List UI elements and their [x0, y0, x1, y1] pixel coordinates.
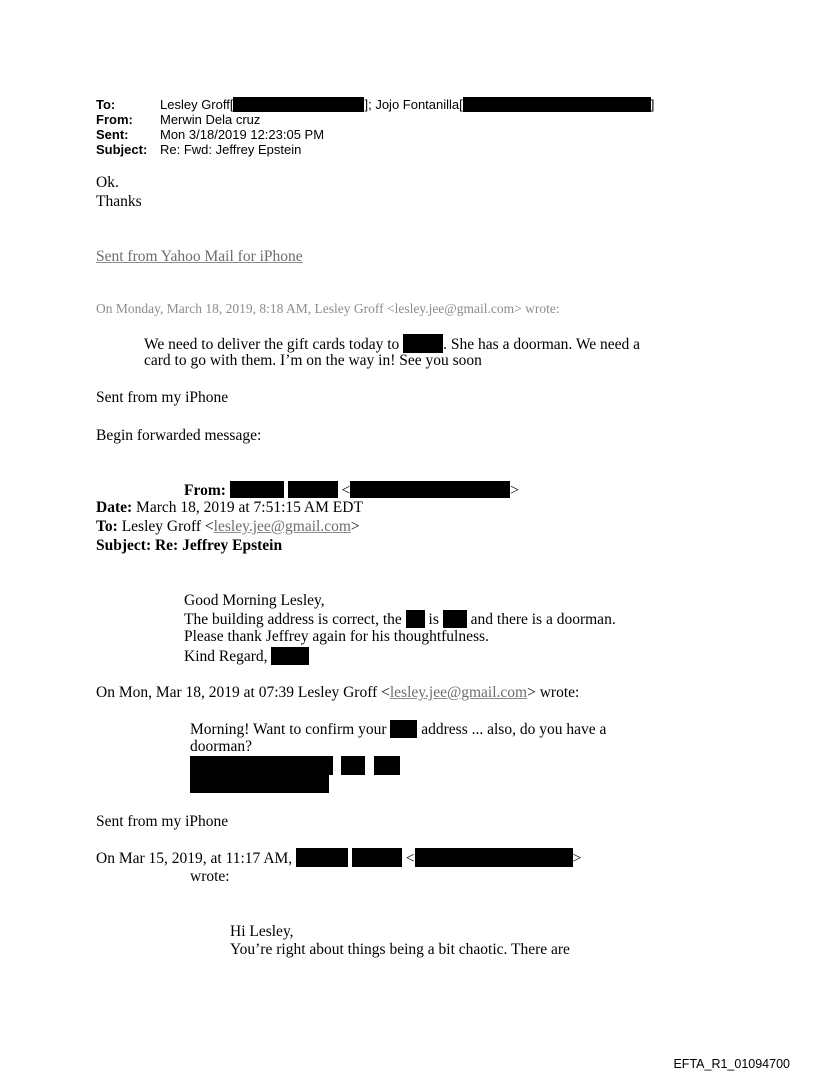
quote2-body-text: address ... also, do you have a — [421, 721, 607, 738]
redaction-block — [271, 647, 309, 665]
header-to-name: Lesley Groff — [160, 97, 230, 112]
message2-text: is — [428, 611, 439, 628]
message2-greeting: Good Morning Lesley, — [184, 592, 325, 609]
redaction-block — [190, 756, 333, 775]
redaction-block — [296, 848, 348, 867]
document-id: EFTA_R1_01094700 — [673, 1057, 790, 1071]
redaction-block — [190, 775, 329, 793]
message2-text: The building address is correct, the — [184, 611, 402, 628]
redacted-signature-block — [190, 756, 402, 794]
reply-line-thanks: Thanks — [96, 193, 142, 210]
quote3-gt: > — [572, 850, 582, 867]
header-to-value: Lesley Groff[ ]; Jojo Fontanilla[ ] — [160, 97, 655, 112]
yahoo-mail-signature-link[interactable]: Sent from Yahoo Mail for iPhone — [96, 248, 303, 265]
quote2-signature: Sent from my iPhone — [96, 813, 229, 830]
quote1-body-line2: card to go with them. I’m on the way in! See you soon — [144, 352, 482, 369]
header-sent-value: Mon 3/18/2019 12:23:05 PM — [160, 127, 325, 142]
redaction-block — [233, 97, 364, 112]
message2-line3: Please thank Jeffrey again for his thoughtfulness. — [184, 628, 489, 645]
redaction-block — [390, 720, 417, 738]
quote2-email-link[interactable]: lesley.jee@gmail.com — [389, 684, 528, 701]
forwarded-date-row — [96, 499, 363, 517]
forwarded-from-label: From: — [184, 482, 226, 499]
quote2-body-text: Morning! Want to confirm your — [190, 721, 387, 738]
message2-text: and there is a doorman. — [470, 611, 616, 628]
forwarded-to-row — [96, 518, 360, 536]
quote1-attribution: On Monday, March 18, 2019, 8:18 AM, Lesley Groff <lesley.jee@gmail.com> wrote: — [96, 301, 560, 316]
forwarded-to-name: Lesley Groff < — [121, 518, 214, 535]
redaction-block — [415, 848, 573, 867]
forwarded-to-close: > — [350, 518, 360, 535]
redaction-block — [352, 848, 402, 867]
forwarded-subject-label: Subject: — [96, 537, 152, 554]
message2-line4 — [184, 647, 309, 666]
redaction-block — [443, 610, 467, 628]
redaction-block — [403, 334, 443, 353]
quote3-attribution — [96, 848, 581, 868]
redaction-block — [374, 756, 400, 775]
redaction-block — [350, 481, 510, 498]
header-subject-value: Re: Fwd: Jeffrey Epstein — [160, 142, 302, 157]
quote3-lt: < — [405, 850, 415, 867]
forwarded-subject-value: Re: Jeffrey Epstein — [154, 537, 283, 554]
forwarded-to-label: To: — [96, 518, 118, 535]
quote3-attr-text: On Mar 15, 2019, at 11:17 AM, — [96, 850, 293, 867]
redaction-block — [341, 756, 365, 775]
header-subject-label: Subject: — [96, 142, 148, 157]
quote2-attr-text: On Mon, Mar 18, 2019 at 07:39 Lesley Groff < — [96, 684, 390, 701]
header-to-separator: ]; Jojo Fontanilla[ — [364, 97, 463, 112]
quote2-body-line2: doorman? — [190, 738, 252, 755]
redaction-block — [230, 481, 284, 498]
quote3-greeting: Hi Lesley, — [230, 923, 294, 940]
message2-line2 — [184, 610, 616, 629]
header-to-label: To: — [96, 97, 116, 112]
header-from-value: Merwin Dela cruz — [160, 112, 261, 127]
quote3-attribution-line2: wrote: — [190, 868, 230, 885]
forwarded-subject-row — [96, 537, 282, 555]
header-from-label: From: — [96, 112, 133, 127]
quote1-body-text: . She has a doorman. We need a — [443, 336, 641, 353]
forwarded-intro: Begin forwarded message: — [96, 427, 262, 444]
forwarded-to-email-link[interactable]: lesley.jee@gmail.com — [213, 518, 351, 535]
redaction-block — [288, 481, 338, 498]
redaction-block — [406, 610, 425, 628]
quote1-body-text: We need to deliver the gift cards today to — [144, 336, 400, 353]
quote1-signature: Sent from my iPhone — [96, 389, 229, 406]
reply-line-ok: Ok. — [96, 174, 119, 191]
header-sent-label: Sent: — [96, 127, 129, 142]
quote3-line2: You’re right about things being a bit chaotic. There are — [230, 941, 570, 958]
redaction-block — [463, 97, 651, 112]
quote2-attr-text: > wrote: — [527, 684, 580, 701]
forwarded-from-row — [184, 481, 519, 500]
forwarded-date-label: Date: — [96, 499, 133, 516]
quote2-body-line1 — [190, 720, 606, 739]
quote1-body-line1 — [144, 334, 640, 354]
quote2-attribution — [96, 684, 579, 702]
forwarded-date-value: March 18, 2019 at 7:51:15 AM EDT — [136, 499, 363, 516]
message2-text: Kind Regard, — [184, 648, 268, 665]
forwarded-from-gt: > — [510, 482, 520, 499]
header-to-close: ] — [650, 97, 655, 112]
forwarded-from-lt: < — [341, 482, 351, 499]
